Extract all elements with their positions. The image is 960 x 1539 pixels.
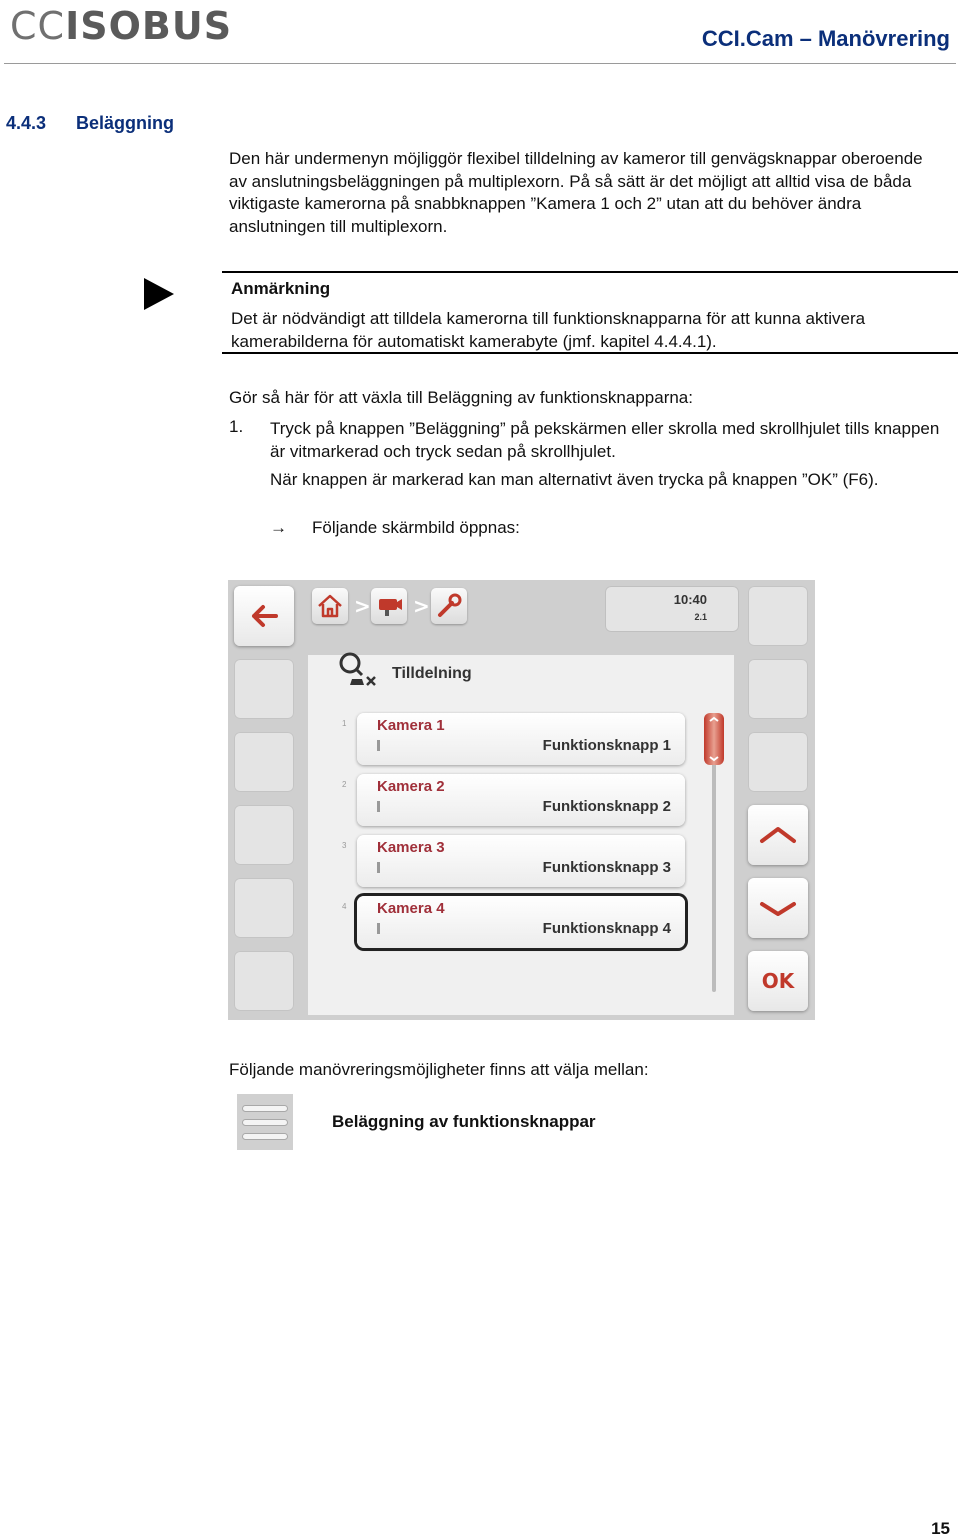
assignment-icon: [336, 649, 380, 689]
logo-text: ISOBUS: [65, 4, 233, 48]
page-number: 15: [931, 1519, 950, 1538]
ok-label: OK: [761, 969, 795, 993]
camera-icon: [371, 588, 407, 624]
chevron-up-icon: [748, 805, 808, 865]
row-index: 3: [342, 841, 347, 850]
section-title: Beläggning: [76, 113, 174, 133]
row-camera: Kamera 1: [377, 717, 445, 734]
softkey-right-3[interactable]: [748, 732, 808, 792]
ok-button[interactable]: [748, 951, 808, 1011]
row-marker: [377, 740, 380, 751]
row-marker: [377, 862, 380, 873]
chevron-down-icon: [748, 878, 808, 938]
menu-bar: [243, 1134, 287, 1139]
menu-bar: [243, 1106, 287, 1111]
camera-breadcrumb-button[interactable]: [371, 588, 407, 624]
document-title: CCI.Cam – Manövrering: [701, 26, 950, 51]
row-function-key: Funktionsknapp 1: [542, 737, 671, 754]
scrollbar-thumb[interactable]: [704, 713, 724, 765]
note-bottom-rule: [222, 352, 958, 354]
option-label: Beläggning av funktionsknappar: [332, 1112, 596, 1131]
softkey-left-5[interactable]: [234, 878, 294, 938]
breadcrumb-separator: >: [354, 594, 371, 618]
breadcrumb-separator: >: [413, 594, 430, 618]
row-marker: [377, 801, 380, 812]
softkey-left-6[interactable]: [234, 951, 294, 1011]
row-function-key: Funktionsknapp 3: [542, 859, 671, 876]
logo-prefix: CC: [10, 4, 66, 48]
row-index: 1: [342, 719, 347, 728]
settings-breadcrumb-button[interactable]: [431, 588, 467, 624]
scroll-down-button[interactable]: [748, 878, 808, 938]
step-alternative: När knappen är markerad kan man alternativt även trycka på knappen ”OK” (F6).: [270, 470, 879, 489]
note-text: Det är nödvändigt att tilldela kamerorna till funktionsknapparna för att kunna aktivera kamerabilderna för automatiskt kamerabyte (jmf. kapitel 4.4.4.1).: [231, 309, 866, 351]
back-button[interactable]: [234, 586, 294, 646]
row-camera: Kamera 3: [377, 839, 445, 856]
note-top-rule: [222, 271, 958, 273]
softkey-right-2[interactable]: [748, 659, 808, 719]
step-number: 1.: [229, 417, 244, 436]
assignment-menu-icon: [237, 1094, 293, 1150]
instruction-intro: Gör så här för att växla till Beläggning av funktionsknapparna:: [229, 388, 693, 407]
softkey-left-3[interactable]: [234, 732, 294, 792]
clock-time: 10:40: [673, 592, 707, 607]
assignment-row-2[interactable]: [357, 774, 685, 826]
softkey-right-1[interactable]: [748, 586, 808, 646]
section-number: 4.4.3: [6, 113, 47, 133]
home-icon: [312, 588, 348, 624]
note-arrow-icon: [144, 278, 174, 310]
scroll-up-button[interactable]: [748, 805, 808, 865]
options-intro: Följande manövreringsmöjligheter finns att välja mellan:: [229, 1060, 649, 1079]
intro-paragraph: Den här undermenyn möjliggör flexibel tilldelning av kameror till genvägsknappar oberoende av anslutningsbeläggningen på multiplexorn. På så sätt är det möjligt att alltid visa de båda viktigaste kamerorna på snabbknappen ”Kamera 1 och 2” utan att du behöver ändra anslutningen till multiplexorn.: [229, 149, 923, 236]
row-camera: Kamera 2: [377, 778, 445, 795]
assignment-row-4[interactable]: [357, 896, 685, 948]
scroll-thumb-grip-icon: [704, 713, 724, 765]
row-function-key: Funktionsknapp 2: [542, 798, 671, 815]
step-text: Tryck på knappen ”Beläggning” på pekskärmen eller skrolla med skrollhjulet tills knappen är vitmarkerad och tryck sedan på skrollhjulet.: [270, 419, 940, 461]
terminal-screenshot: [228, 580, 815, 1020]
home-button[interactable]: [312, 588, 348, 624]
back-arrow-icon: [234, 586, 294, 646]
row-index: 2: [342, 780, 347, 789]
softkey-left-2[interactable]: [234, 659, 294, 719]
row-marker: [377, 923, 380, 934]
wrench-icon: [431, 588, 467, 624]
softkey-left-4[interactable]: [234, 805, 294, 865]
clock-display: [605, 586, 739, 632]
result-arrow-icon: →: [270, 518, 287, 537]
assignment-row-1[interactable]: [357, 713, 685, 765]
isobus-logo: [10, 4, 232, 48]
note-title: Anmärkning: [231, 279, 331, 298]
result-text: Följande skärmbild öppnas:: [312, 518, 520, 537]
assignment-row-3[interactable]: [357, 835, 685, 887]
menu-bar: [243, 1120, 287, 1125]
clock-version: 2.1: [694, 612, 707, 622]
header-divider: [4, 63, 956, 64]
row-index: 4: [342, 902, 347, 911]
screen-title: Tilldelning: [392, 665, 472, 682]
assignment-panel: [308, 655, 734, 1015]
row-camera: Kamera 4: [377, 900, 445, 917]
row-function-key: Funktionsknapp 4: [542, 920, 671, 937]
